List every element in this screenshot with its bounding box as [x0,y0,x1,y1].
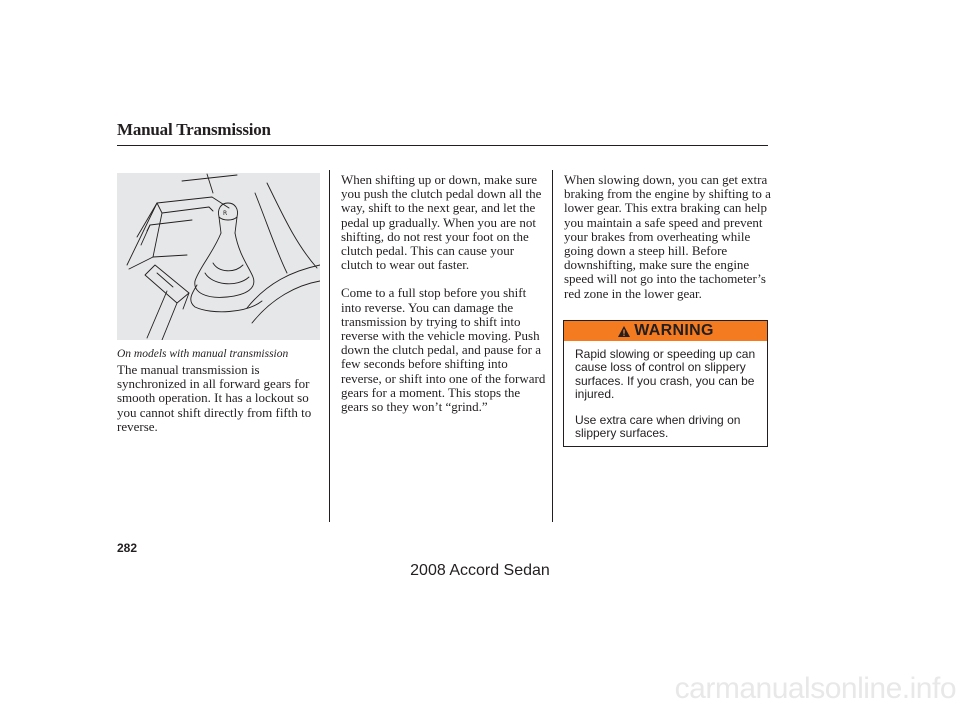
warning-label: WARNING [634,322,714,339]
svg-text:R: R [223,210,228,217]
page-number: 282 [117,541,138,555]
footer-model-name: 2008 Accord Sedan [410,562,550,579]
warning-paragraph: Rapid slowing or speeding up can cause loss of control on slippery surfaces. If you crash, you can be injured. [575,347,756,401]
warning-body [564,341,767,441]
paragraph: Come to a full stop before you shift into reverse. You can damage the transmission by trying to shift into reverse with the vehicle moving. Push down the clutch pedal, and pause for a few seconds before shifting into reverse, or shift into one of the forward gears for a moment. This stops the gears so they won’t “grind.” [341,285,546,415]
warning-triangle-icon [617,325,631,338]
column-divider [329,170,330,522]
gear-shift-drawing [117,173,320,340]
paragraph: The manual transmission is synchronized in all forward gears for smooth operation. It has a lockout so you cannot shift directly from fifth to reverse. [117,362,312,434]
figure-caption: On models with manual transmission [117,348,289,360]
column-divider [552,170,553,522]
warning-header [564,321,767,341]
gear-shift-illustration [117,173,320,340]
column-2 [341,173,548,428]
paragraph: When shifting up or down, make sure you push the clutch pedal down all the way, shift to the next gear, and let the pedal up gradually. When you are not shifting, do not rest your foot on the clutch pedal. This can cause your clutch to wear out faster. [341,172,542,273]
column-1 [117,363,325,448]
watermark: carmanualsonline.info [674,672,956,705]
warning-paragraph: Use extra care when driving on slippery surfaces. [575,413,741,441]
paragraph: When slowing down, you can get extra braking from the engine by shifting to a lower gear. This extra braking can help you maintain a safe speed and prevent your brakes from overheating while going down a steep hill. Before downshifting, make sure the engine speed will not go into the tachometer’s red zone in the lower gear. [564,172,771,301]
section-title: Manual Transmission [117,120,271,139]
warning-box [563,320,768,447]
header-rule [117,145,768,146]
column-3 [564,173,771,315]
